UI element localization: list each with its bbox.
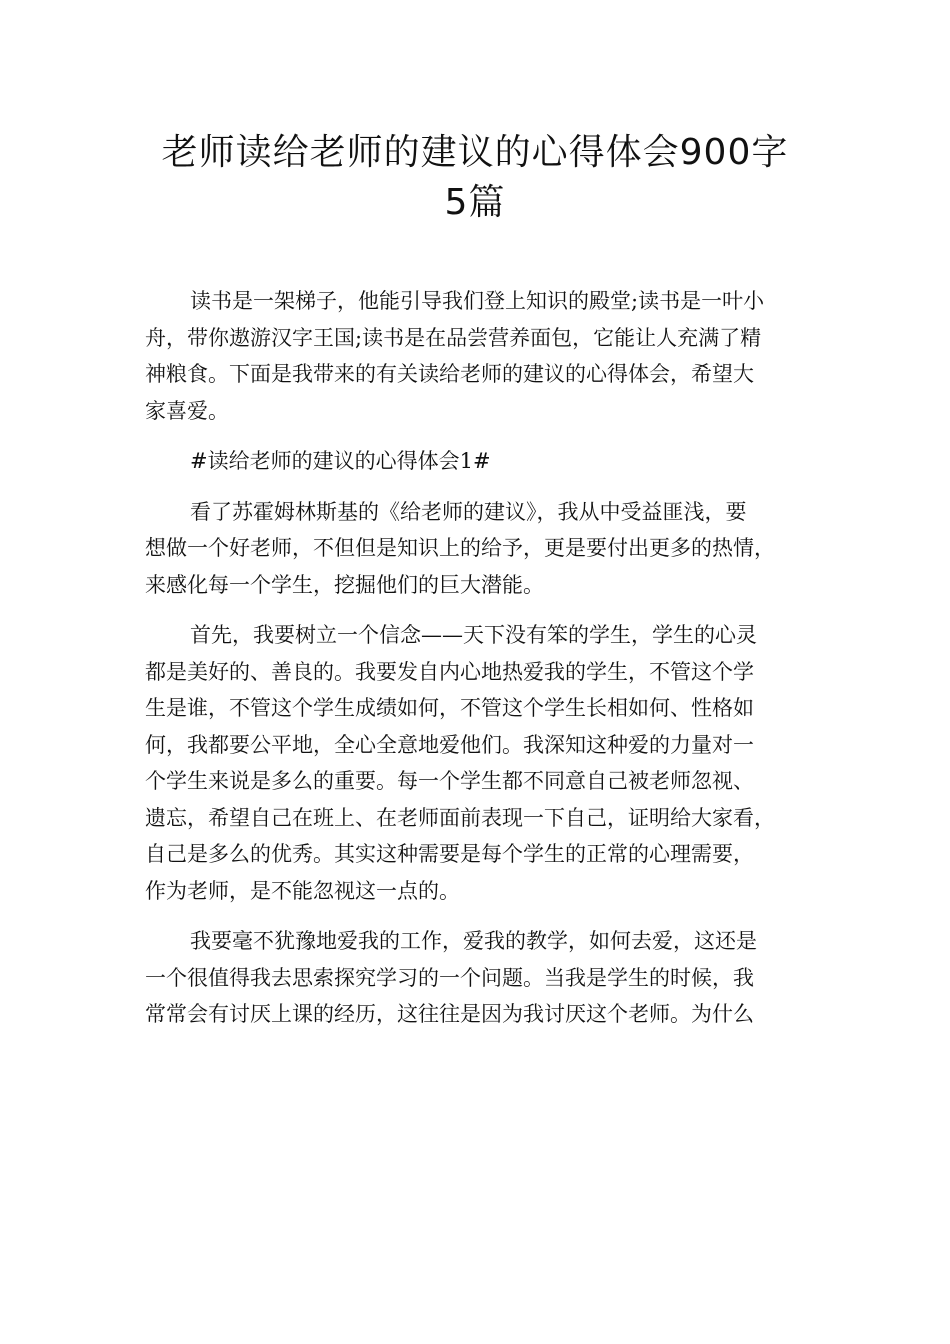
text-line: 何，我都要公平地，全心全意地爱他们。我深知这种爱的力量对一 xyxy=(145,732,754,757)
text-line: 舟，带你遨游汉字王国;读书是在品尝营养面包，它能让人充满了精 xyxy=(145,325,762,350)
paragraph xyxy=(145,617,810,909)
text-line: 来感化每一个学生，挖掘他们的巨大潜能。 xyxy=(145,572,544,597)
text-line: 首先，我要树立一个信念——天下没有笨的学生，学生的心灵 xyxy=(190,623,757,647)
document-title xyxy=(140,128,810,228)
title-line: 老师读给老师的建议的心得体会900字 xyxy=(161,132,789,173)
paragraph xyxy=(145,923,810,1033)
text-line: 遗忘，希望自己在班上、在老师面前表现一下自己，证明给大家看， xyxy=(145,805,775,830)
text-line: 作为老师，是不能忽视这一点的。 xyxy=(145,878,460,903)
text-line: 家喜爱。 xyxy=(145,398,229,423)
text-line: 神粮食。下面是我带来的有关读给老师的建议的心得体会，希望大 xyxy=(145,362,754,386)
text-line: 读书是一架梯子，他能引导我们登上知识的殿堂;读书是一叶小 xyxy=(190,289,765,313)
text-line: 我要毫不犹豫地爱我的工作，爱我的教学，如何去爱，这还是 xyxy=(190,929,757,953)
text-line: 个学生来说是多么的重要。每一个学生都不同意自己被老师忽视、 xyxy=(145,769,754,793)
title-line: 5篇 xyxy=(444,182,506,223)
paragraph-intro xyxy=(145,283,810,429)
paragraph xyxy=(145,494,810,604)
section-heading xyxy=(145,443,810,480)
text-line: 生是谁，不管这个学生成绩如何，不管这个学生长相如何、性格如 xyxy=(145,696,754,720)
document-body xyxy=(145,283,810,1033)
text-line: 自己是多么的优秀。其实这种需要是每个学生的正常的心理需要， xyxy=(145,842,754,866)
text-line: 常常会有讨厌上课的经历，这往往是因为我讨厌这个老师。为什么 xyxy=(145,1002,754,1026)
text-line: 想做一个好老师，不但但是知识上的给予，更是要付出更多的热情， xyxy=(145,536,775,560)
text-line: 看了苏霍姆林斯基的《给老师的建议》，我从中受益匪浅，要 xyxy=(190,499,747,524)
text-line: 都是美好的、善良的。我要发自内心地热爱我的学生，不管这个学 xyxy=(145,659,754,684)
text-line: 一个很值得我去思索探究学习的一个问题。当我是学生的时候，我 xyxy=(145,965,754,990)
section-heading-text: #读给老师的建议的心得体会1# xyxy=(190,449,491,473)
